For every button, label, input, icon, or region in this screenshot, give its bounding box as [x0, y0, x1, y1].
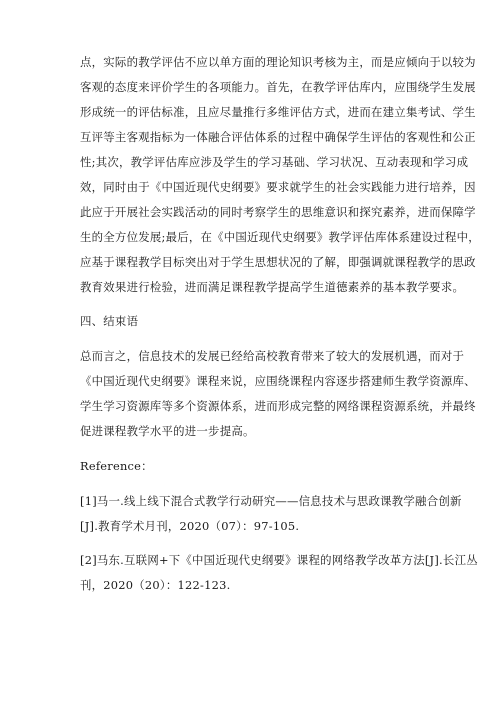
reference-1-line2: [J].教育学术月刊，2020（07）：97-105.	[80, 519, 300, 533]
conclusion-line: 促进课程教学水平的进一步提高。	[80, 424, 255, 438]
body-line: 点，实际的教学评估不应以单方面的理论知识考核为主，而是应倾向于以较为	[80, 55, 476, 69]
conclusion-line: 《中国近现代史纲要》课程来说，应围绕课程内容逐步搭建师生教学资源库、	[80, 374, 476, 388]
body-line: 效，同时由于《中国近现代史纲要》要求就学生的社会实践能力进行培养，因	[80, 180, 476, 194]
conclusion-line: 学生学习资源库等多个资源体系，进而形成完整的网络课程资源系统，并最终	[80, 399, 476, 413]
reference-heading: Reference：	[80, 459, 153, 473]
body-line: 互评等主客观指标为一体融合评估体系的过程中确保学生评估的客观性和公正	[80, 130, 476, 144]
body-line: 性;其次，教学评估库应涉及学生的学习基础、学习状况、互动表现和学习成	[80, 155, 469, 169]
body-line: 客观的态度来评价学生的各项能力。首先，在教学评估库内，应围绕学生发展	[80, 80, 476, 94]
reference-2-line1: [2]马东.互联网+下《中国近现代史纲要》课程的网络教学改革方法[J].长江丛	[80, 553, 478, 567]
body-line: 生的全方位发展;最后，在《中国近现代史纲要》教学评估库体系建设过程中，	[80, 230, 480, 244]
body-line: 应基于课程教学目标突出对于学生思想状况的了解，即强调就课程教学的思政	[80, 255, 476, 269]
reference-1-line1: [1]马一.线上线下混合式教学行动研究——信息技术与思政课教学融合创新	[80, 494, 462, 508]
body-line: 教育效果进行检验，进而满足课程教学提高学生道德素养的基本教学要求。	[80, 280, 465, 294]
conclusion-line: 总而言之，信息技术的发展已经给高校教育带来了较大的发展机遇，而对于	[80, 349, 465, 363]
body-line: 形成统一的评估标准，且应尽量推行多维评估方式，进而在建立集考试、学生	[80, 105, 476, 119]
body-line: 此应于开展社会实践活动的同时考察学生的思维意识和探究素养，进而保障学	[80, 205, 476, 219]
reference-2-line2: 刊，2020（20）：122-123.	[80, 578, 231, 592]
section-heading: 四、结束语	[80, 314, 139, 328]
